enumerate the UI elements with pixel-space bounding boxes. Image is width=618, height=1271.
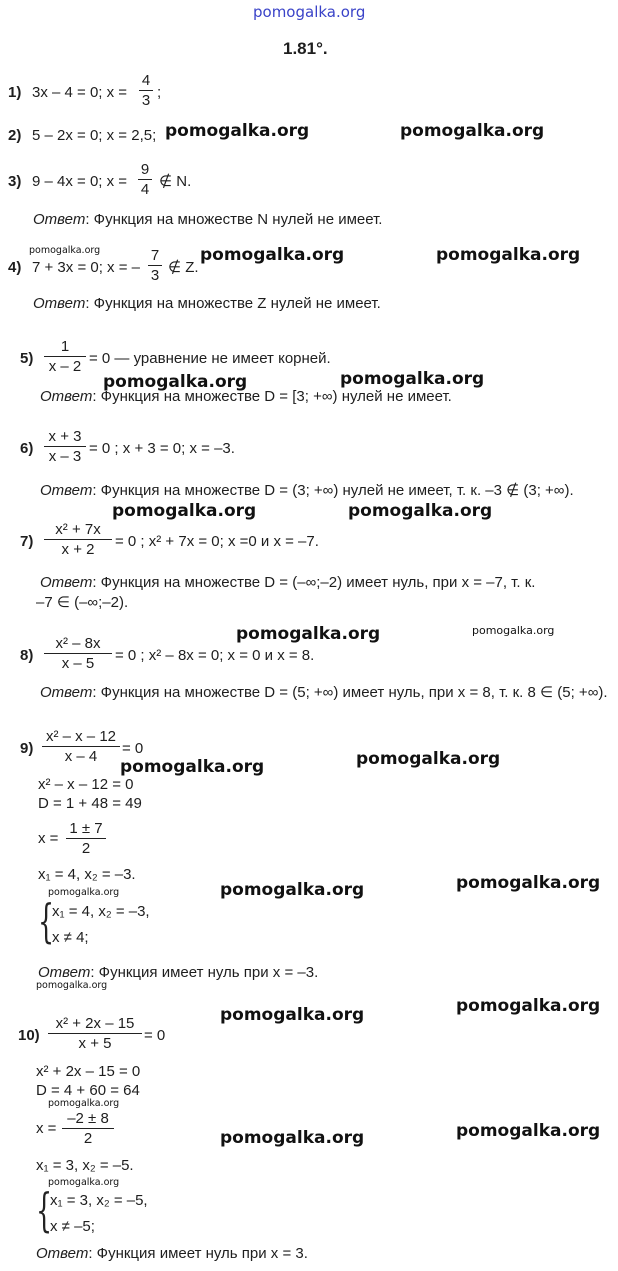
numerator: 1 — [60, 338, 70, 355]
answer-text: : Функция имеет нуль при x = –3. — [90, 964, 319, 981]
answer-text: : Функция на множестве D = [3; +∞) нулей не имеет. — [92, 388, 452, 405]
denominator: x + 2 — [61, 541, 95, 558]
answer-label: Ответ — [36, 1245, 89, 1262]
denominator: x – 2 — [48, 358, 82, 375]
numerator: x² – x – 12 — [45, 728, 117, 745]
watermark[interactable]: pomogalka.org — [165, 121, 310, 141]
watermark[interactable]: pomogalka.org — [112, 501, 257, 521]
denominator: x + 5 — [78, 1035, 112, 1052]
equation-tail: = 0 — [144, 1027, 166, 1044]
watermark[interactable]: pomogalka.org — [456, 996, 601, 1016]
watermark[interactable]: pomogalka.org — [340, 369, 485, 389]
item-number: 2) — [8, 127, 22, 144]
watermark-small[interactable]: pomogalka.org — [48, 1177, 120, 1188]
answer-label: Ответ — [33, 211, 86, 228]
answer-text: : Функция на множестве N нулей не имеет. — [85, 211, 383, 228]
denominator: 3 — [150, 267, 160, 284]
item-number: 6) — [20, 440, 34, 457]
equation-tail: ∉ N. — [159, 173, 192, 190]
watermark[interactable]: pomogalka.org — [400, 121, 545, 141]
item-number: 5) — [20, 350, 34, 367]
watermark[interactable]: pomogalka.org — [220, 1005, 365, 1025]
equation: 9 – 4x = 0; x = — [32, 173, 128, 190]
answer-label: Ответ — [40, 482, 93, 499]
item-number: 4) — [8, 259, 22, 276]
answer-text: : Функция на множестве D = (5; +∞) имеет нуль, при x = 8, т. к. 8 ∈ (5; +∞). — [92, 684, 608, 701]
item-number: 1) — [8, 84, 22, 101]
denominator: 2 — [83, 1130, 93, 1147]
system-brace: { — [38, 894, 55, 948]
watermark-small[interactable]: pomogalka.org — [48, 887, 120, 898]
equation-tail: = 0 — [122, 740, 144, 757]
answer-label: Ответ — [40, 684, 93, 701]
numerator: x² + 2x – 15 — [55, 1015, 135, 1032]
watermark[interactable]: pomogalka.org — [103, 372, 248, 392]
system-line: x ≠ –5; — [50, 1218, 95, 1235]
roots: x₁ = 3, x₂ = –5. — [36, 1157, 134, 1174]
answer — [40, 482, 574, 500]
system-line: x₁ = 3, x₂ = –5, — [50, 1192, 148, 1209]
equation-tail: = 0 ; x² + 7x = 0; x =0 и x = –7. — [115, 533, 319, 550]
fraction — [44, 521, 112, 558]
answer-text: : Функция на множестве D = (3; +∞) нулей не имеет, т. к. –3 ∉ (3; +∞). — [92, 482, 574, 499]
root-formula-label: x = — [36, 1120, 57, 1137]
watermark-small[interactable]: pomogalka.org — [48, 1098, 120, 1109]
equation: 7 + 3x = 0; x = – — [32, 259, 140, 276]
fraction — [44, 428, 86, 465]
numerator: 9 — [140, 161, 150, 178]
roots: x₁ = 4, x₂ = –3. — [38, 866, 136, 883]
equation-tail: = 0 ; x² – 8x = 0; x = 0 и x = 8. — [115, 647, 315, 664]
answer-label: Ответ — [40, 388, 93, 405]
equation-tail: ; — [157, 84, 162, 101]
problem-title: 1.81°. — [283, 39, 328, 58]
equation: 5 – 2x = 0; x = 2,5; — [32, 127, 157, 144]
watermark-small[interactable]: pomogalka.org — [29, 245, 101, 256]
fraction — [62, 1110, 114, 1147]
discriminant: D = 4 + 60 = 64 — [36, 1082, 140, 1099]
watermark-top[interactable]: pomogalka.org — [253, 3, 366, 21]
discriminant: D = 1 + 48 = 49 — [38, 795, 142, 812]
fraction — [139, 72, 153, 109]
answer-label: Ответ — [40, 574, 93, 591]
system-line: x₁ = 4, x₂ = –3, — [52, 903, 150, 920]
answer-label: Ответ — [38, 964, 91, 981]
answer-text: : Функция имеет нуль при x = 3. — [88, 1245, 308, 1262]
watermark-small[interactable]: pomogalka.org — [472, 624, 555, 637]
numerator: x² – 8x — [55, 635, 101, 652]
fraction — [148, 247, 162, 284]
answer — [33, 211, 382, 229]
numerator: x² + 7x — [55, 521, 101, 538]
watermark[interactable]: pomogalka.org — [436, 245, 581, 265]
fraction — [44, 338, 86, 375]
system-line: x ≠ 4; — [52, 929, 89, 946]
denominator: x – 3 — [48, 448, 82, 465]
watermark-small[interactable]: pomogalka.org — [36, 980, 108, 991]
watermark[interactable]: pomogalka.org — [220, 880, 365, 900]
denominator: 2 — [81, 840, 91, 857]
item-number: 3) — [8, 173, 22, 190]
answer-text: : Функция на множестве D = (–∞;–2) имеет нуль, при x = –7, т. к. — [92, 574, 536, 591]
fraction — [138, 161, 152, 198]
item-number: 7) — [20, 533, 34, 550]
watermark[interactable]: pomogalka.org — [200, 245, 345, 265]
system-brace: { — [36, 1183, 53, 1237]
watermark[interactable]: pomogalka.org — [456, 1121, 601, 1141]
answer-text: : Функция на множестве Z нулей не имеет. — [85, 295, 381, 312]
answer-continued: –7 ∈ (–∞;–2). — [36, 594, 129, 611]
watermark[interactable]: pomogalka.org — [120, 757, 265, 777]
numerator: –2 ± 8 — [67, 1110, 109, 1127]
numerator: 7 — [150, 247, 160, 264]
denominator: 3 — [141, 92, 151, 109]
denominator: x – 5 — [61, 655, 95, 672]
answer — [40, 388, 452, 406]
watermark[interactable]: pomogalka.org — [356, 749, 501, 769]
numerator: x + 3 — [48, 428, 82, 445]
watermark[interactable]: pomogalka.org — [456, 873, 601, 893]
equation-line: x² + 2x – 15 = 0 — [36, 1063, 141, 1080]
item-number: 8) — [20, 647, 34, 664]
fraction — [42, 728, 120, 765]
fraction — [66, 820, 106, 857]
watermark[interactable]: pomogalka.org — [220, 1128, 365, 1148]
answer — [40, 684, 608, 702]
root-formula-label: x = — [38, 830, 59, 847]
numerator: 1 ± 7 — [69, 820, 103, 837]
item-number: 9) — [20, 740, 34, 757]
answer — [33, 295, 381, 313]
watermark[interactable]: pomogalka.org — [348, 501, 493, 521]
equation-tail: ∉ Z. — [168, 259, 199, 276]
answer — [36, 1245, 308, 1263]
item-number: 10) — [18, 1027, 40, 1044]
equation: 3x – 4 = 0; x = — [32, 84, 128, 101]
denominator: 4 — [140, 181, 150, 198]
answer — [40, 574, 535, 592]
fraction — [44, 635, 112, 672]
equation-tail: = 0 ; x + 3 = 0; x = –3. — [89, 440, 235, 457]
numerator: 4 — [141, 72, 151, 89]
answer-label: Ответ — [33, 295, 86, 312]
fraction — [48, 1015, 142, 1052]
equation-tail: = 0 — уравнение не имеет корней. — [89, 350, 331, 367]
equation-line: x² – x – 12 = 0 — [38, 776, 134, 793]
watermark[interactable]: pomogalka.org — [236, 624, 381, 644]
denominator: x – 4 — [64, 748, 98, 765]
